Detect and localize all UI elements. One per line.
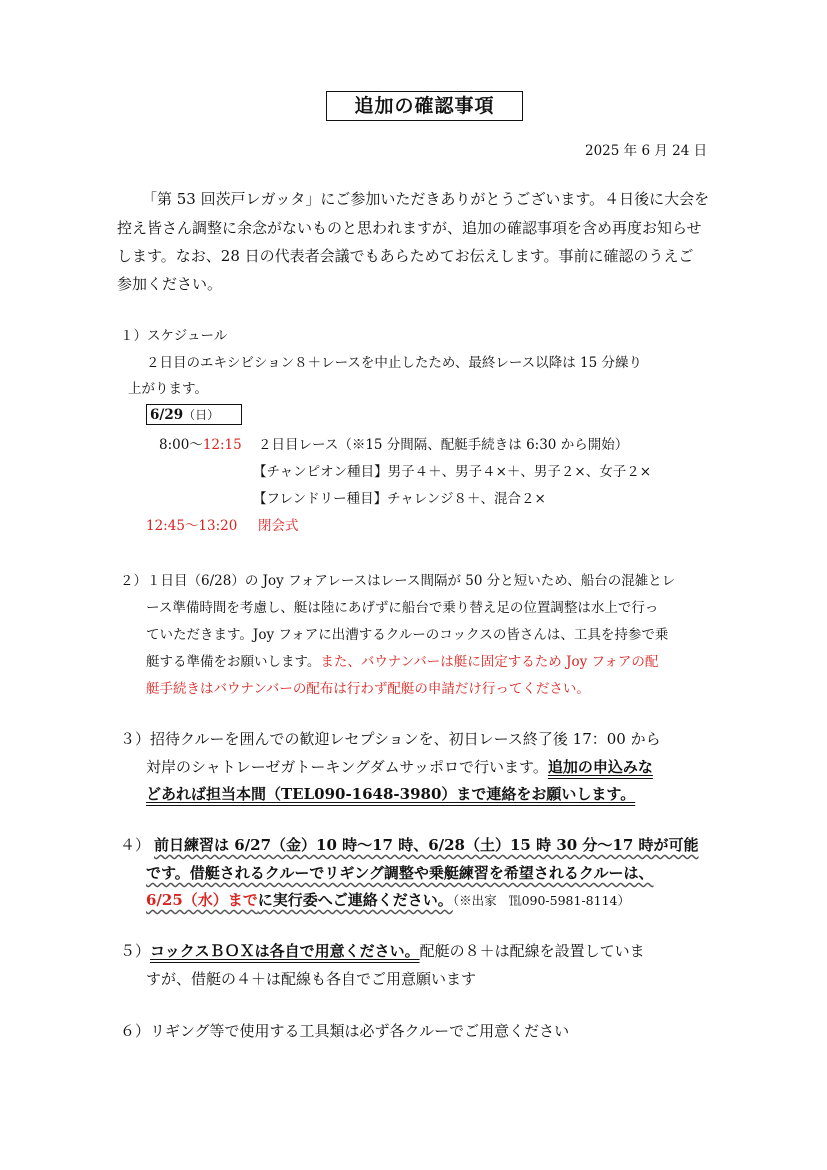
race-start-time: 8:00～ xyxy=(159,437,203,453)
schedule-row-race xyxy=(159,433,242,453)
closing-time: 12:45～13:20 xyxy=(146,518,238,534)
practice-phone: （※出家 ℡090-5981-8114） xyxy=(452,893,630,908)
coxbox-text: 配艇の８＋は配線を設置していま xyxy=(419,942,645,960)
practice-line: 前日練習は 6/27（金）10 時～17 時、6/28（土）15 時 30 分～17 時が可能 xyxy=(154,836,699,854)
document-date: 2025 年 6 月 24 日 xyxy=(585,143,708,159)
joy-line: ていただきます。Joy フォアに出漕するクルーのコックスの皆さんは、工具を持参で乗 xyxy=(146,627,669,643)
schedule-day-box xyxy=(146,404,242,425)
schedule-weekday: （日） xyxy=(183,408,220,422)
practice-contact: に実行委へご連絡ください。 xyxy=(257,891,453,909)
practice-line xyxy=(146,889,630,910)
reception-line xyxy=(146,756,653,777)
joy-line: ２）１日目（6/28）の Joy フォアレースはレース間隔が 50 分と短いため、船台の混雑とレ xyxy=(120,573,676,589)
schedule-heading: １）スケジュール xyxy=(120,328,228,344)
joy-line-notice: また、バウナンバーは艇に固定するため Joy フォアの配 xyxy=(320,654,659,670)
joy-line xyxy=(146,650,658,670)
reception-line: ３）招待クルーを囲んでの歓迎レセプションを、初日レース終了後 17：00 から xyxy=(120,730,661,748)
practice-number: ４） xyxy=(120,836,151,854)
practice-deadline: 6/25（水）まで xyxy=(146,891,258,909)
friendly-events: 【フレンドリー種目】チャレンジ８＋、混合２× xyxy=(253,491,546,507)
reception-text: 対岸のシャトレーゼガトーキングダムサッポロで行います。 xyxy=(146,758,548,776)
section-tools: ６）リギング等で使用する工具類は必ず各クルーでご用意ください xyxy=(120,1022,570,1040)
schedule-line: 上がります。 xyxy=(128,381,208,397)
reception-contact: どあれば担当本間（TEL090-1648-3980）まで連絡をお願いします。 xyxy=(146,785,636,803)
joy-line: ース準備時間を考慮し、艇は陸にあげずに船台で乗り替え足の位置調整は水上で行っ xyxy=(146,600,659,616)
intro-line: します。なお、28 日の代表者会議でもあらためてお伝えします。事前に確認のうえご xyxy=(117,247,694,265)
reception-contact: 追加の申込みな xyxy=(547,758,653,776)
race-description: ２日目レース（※15 分間隔、配艇手続きは 6:30 から開始） xyxy=(258,437,629,453)
coxbox-notice: コックスＢＯＸは各自で用意ください。 xyxy=(150,942,420,960)
coxbox-line xyxy=(120,940,645,961)
page-title: 追加の確認事項 xyxy=(326,91,523,121)
intro-line: 控え皆さん調整に余念がないものと思われますが、追加の確認事項を含め再度お知らせ xyxy=(117,219,702,237)
race-end-time: 12:15 xyxy=(202,437,242,453)
closing-ceremony: 閉会式 xyxy=(258,518,299,534)
intro-line: 参加ください。 xyxy=(117,275,223,293)
practice-line: です。借艇されるクルーでリギング調整や乗艇練習を希望されるクルーは、 xyxy=(146,864,654,882)
schedule-day: 6/29 xyxy=(150,407,184,423)
intro-line: 「第 53 回茨戸レガッタ」にご参加いただきありがとうございます。４日後に大会を xyxy=(142,190,710,208)
coxbox-line: すが、借艇の４＋は配線も各自でご用意願います xyxy=(146,970,477,988)
joy-line-text: 艇する準備をお願いします。 xyxy=(146,654,321,670)
champion-events: 【チャンピオン種目】男子４＋、男子４×＋、男子２×、女子２× xyxy=(253,464,652,480)
schedule-line: ２日目のエキシビション８＋レースを中止したため、最終レース以降は 15 分繰り xyxy=(146,355,642,371)
coxbox-number: ５） xyxy=(120,942,151,960)
joy-line-notice: 艇手続きはバウナンバーの配布は行わず配艇の申請だけ行ってください。 xyxy=(146,681,590,697)
